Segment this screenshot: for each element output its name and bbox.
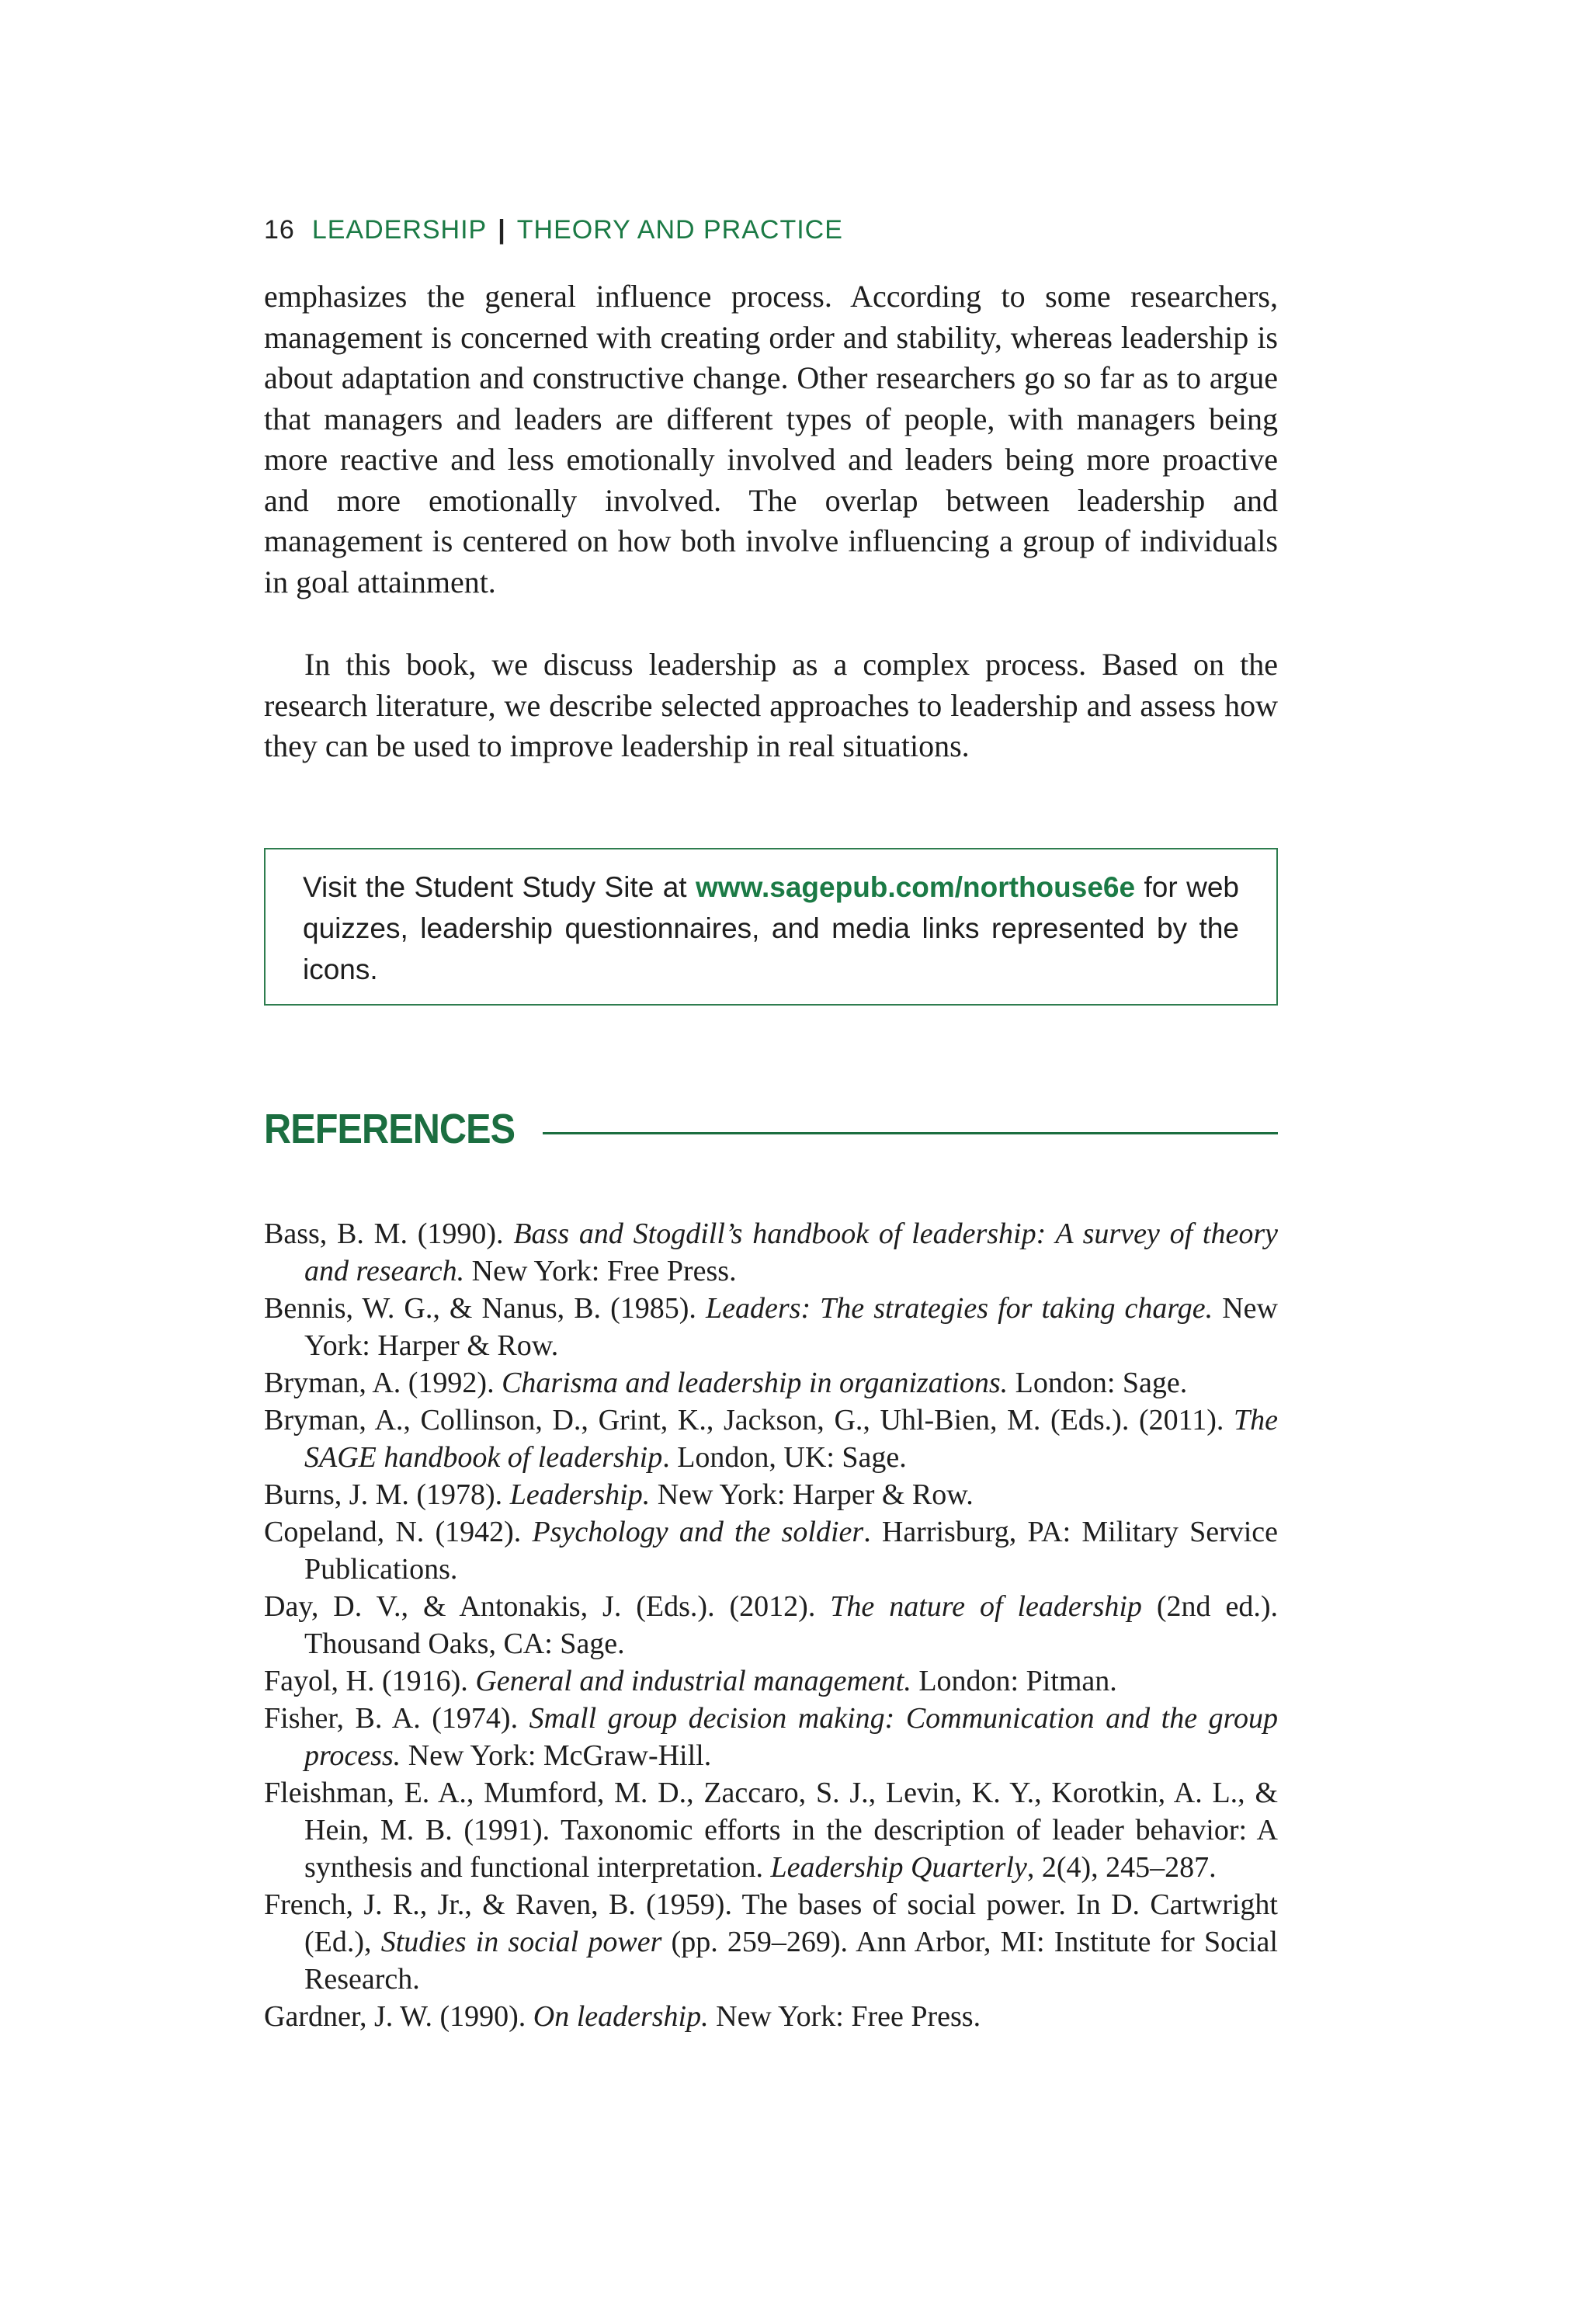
reference-text: Bass, B. M. (1990). (264, 1217, 514, 1250)
reference-entry (264, 1588, 1278, 1662)
reference-entry (264, 1402, 1278, 1476)
reference-title: Leadership. (509, 1478, 651, 1511)
reference-entry (264, 1476, 1278, 1513)
reference-publisher: New York: Free Press. (708, 1999, 981, 2033)
book-title: LEADERSHIP (311, 215, 488, 245)
reference-title: Charisma and leadership in organizations. (502, 1366, 1009, 1399)
reference-entry (264, 1700, 1278, 1774)
reference-text: French, J. R., Jr., & Raven, B. (1959). The bases of social power. In D. Cartwright (Ed.), (264, 1888, 1278, 1958)
reference-text: Bryman, A., Collinson, D., Grint, K., Jackson, G., Uhl-Bien, M. (Eds.). (2011). (264, 1403, 1234, 1436)
references-title: REFERENCES (264, 1105, 516, 1152)
reference-text: Fisher, B. A. (1974). (264, 1701, 529, 1735)
reference-publisher: , 2(4), 245–287. (1026, 1850, 1217, 1884)
reference-title: General and industrial management. (475, 1664, 911, 1697)
reference-publisher: . London, UK: Sage. (662, 1440, 907, 1474)
reference-publisher: London: Sage. (1008, 1366, 1188, 1399)
reference-publisher: New York: McGraw-Hill. (401, 1739, 712, 1772)
reference-text: Bryman, A. (1992). (264, 1366, 502, 1399)
student-study-site-box (264, 848, 1278, 1006)
reference-entry (264, 1886, 1278, 1998)
reference-title: Studies in social power (380, 1925, 662, 1958)
reference-publisher: (2nd ed.). Thousand Oaks, CA: Sage. (304, 1589, 1278, 1660)
header-separator: | (498, 215, 506, 245)
reference-title: Psychology and the soldier (532, 1515, 864, 1548)
book-subtitle: THEORY AND PRACTICE (516, 215, 843, 245)
reference-title: Bass and Stogdill’s handbook of leadership: A survey of theory and research. (304, 1217, 1278, 1287)
reference-publisher: New York: Free Press. (464, 1254, 737, 1287)
reference-title: Leaders: The strategies for taking charge. (706, 1291, 1213, 1325)
reference-text: Fleishman, E. A., Mumford, M. D., Zaccaro, S. J., Levin, K. Y., Korotkin, A. L., & Hein, M. B. (1991). Taxonomic efforts in the description of leader behavior: A synthesis and functional interpretation. (264, 1776, 1278, 1884)
references-heading (264, 1102, 1278, 1156)
reference-entry (264, 1364, 1278, 1402)
book-page (264, 210, 1278, 2035)
study-box-suffix: for web quizzes, leadership questionnaires, and media links represented by the icons. (303, 870, 1239, 985)
heading-rule (543, 1132, 1278, 1134)
reference-text: Gardner, J. W. (1990). (264, 1999, 533, 2033)
body-paragraph-1: emphasizes the general influence process. According to some researchers, management is concerned with creating order and stability, whereas leadership is about adaptation and constructive change. Other researchers go so far as to argue that managers and leaders are different types of people, with managers being more reactive and less emotionally involved and leaders being more proactive and more emotionally involved. The overlap between leadership and management is centered on how both involve influencing a group of individuals in goal attainment. (264, 279, 1278, 599)
reference-title: The SAGE handbook of leadership (304, 1403, 1278, 1474)
reference-entry (264, 1513, 1278, 1588)
reference-text: Fayol, H. (1916). (264, 1664, 476, 1697)
reference-title: Small group decision making: Communication and the group process. (304, 1701, 1278, 1772)
reference-publisher: (pp. 259–269). Ann Arbor, MI: Institute for Social Research. (304, 1925, 1278, 1996)
page-number: 16 (264, 215, 295, 245)
study-site-link[interactable]: www.sagepub.com/northouse6e (696, 870, 1136, 903)
reference-text: Burns, J. M. (1978). (264, 1478, 510, 1511)
reference-publisher: New York: Harper & Row. (650, 1478, 974, 1511)
reference-entry (264, 1662, 1278, 1700)
reference-title: On leadership. (533, 1999, 709, 2033)
reference-publisher: . Harrisburg, PA: Military Service Publications. (304, 1515, 1279, 1586)
reference-title: Leadership Quarterly (770, 1850, 1027, 1884)
reference-publisher: London: Pitman. (911, 1664, 1117, 1697)
reference-text: Copeland, N. (1942). (264, 1515, 533, 1548)
reference-entry (264, 1998, 1278, 2035)
reference-entry (264, 1290, 1278, 1364)
reference-entry (264, 1774, 1278, 1886)
body-paragraph-2: In this book, we discuss leadership as a complex process. Based on the research literature, we describe selected approaches to leadership and assess how they can be used to improve leadership in real situations. (264, 647, 1278, 763)
study-box-prefix: Visit the Student Study Site at (303, 870, 696, 903)
reference-publisher: New York: Harper & Row. (304, 1291, 1278, 1362)
references-list (264, 1215, 1278, 2035)
running-head (264, 210, 1278, 250)
reference-text: Day, D. V., & Antonakis, J. (Eds.). (2012). (264, 1589, 831, 1623)
reference-entry (264, 1215, 1278, 1290)
reference-text: Bennis, W. G., & Nanus, B. (1985). (264, 1291, 706, 1325)
reference-title: The nature of leadership (830, 1589, 1142, 1623)
